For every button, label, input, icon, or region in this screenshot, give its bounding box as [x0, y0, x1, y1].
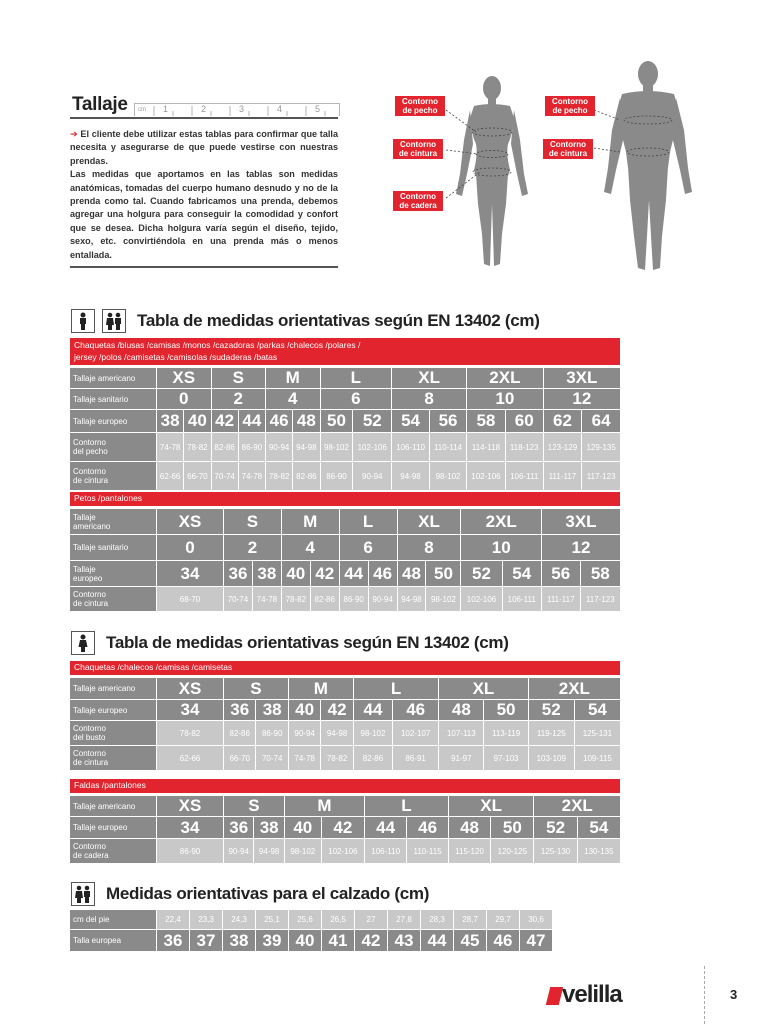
- table-row: [70, 561, 620, 586]
- measure-cell: 98-102: [321, 433, 353, 461]
- size-cell: 47: [520, 930, 552, 951]
- size-cell: 46: [487, 930, 519, 951]
- row-label: Tallaje europeo: [70, 410, 156, 432]
- measure-cell: 109-115: [575, 746, 620, 770]
- row-label: Tallaje europeo: [70, 817, 156, 838]
- measure-cell: 91-97: [439, 746, 483, 770]
- man-icon: [71, 309, 95, 333]
- ruler-unit: cm: [138, 107, 146, 113]
- size-cell: L: [340, 509, 397, 534]
- size-cell: M: [289, 678, 353, 699]
- size-cell: 46: [266, 410, 292, 432]
- intro-divider: [70, 117, 338, 119]
- section3-title: Medidas orientativas para el calzado (cm): [106, 884, 430, 903]
- size-cell: 40: [282, 561, 310, 586]
- measure-cell: 106-111: [503, 587, 541, 611]
- size-cell: 54: [503, 561, 541, 586]
- size-cell: XS: [157, 678, 223, 699]
- size-cell: 44: [365, 817, 406, 838]
- size-cell: 2XL: [529, 678, 620, 699]
- size-cell: 42: [322, 817, 364, 838]
- measure-cell: 98-102: [426, 587, 460, 611]
- measure-cell: 106-110: [365, 839, 406, 863]
- size-cell: 42: [311, 561, 339, 586]
- size-cell: 52: [529, 700, 574, 720]
- row-label: Contorno de cintura: [70, 587, 156, 611]
- table-row: [70, 721, 620, 745]
- size-cell: 34: [157, 817, 223, 838]
- measure-cell: 97-103: [484, 746, 527, 770]
- size-cell: 52: [353, 410, 391, 432]
- measure-cell: 123-129: [544, 433, 582, 461]
- measure-cell: 102-106: [461, 587, 501, 611]
- size-cell: S: [212, 368, 266, 388]
- size-cell: 46: [393, 700, 438, 720]
- footer-divider: [704, 966, 705, 1024]
- size-cell: 44: [239, 410, 265, 432]
- row-label: cm del pie: [70, 910, 156, 929]
- size-cell: 40: [289, 700, 320, 720]
- measure-cell: 86-90: [239, 433, 265, 461]
- woman-icon: [71, 631, 95, 655]
- measure-cell: 94-98: [293, 433, 319, 461]
- measure-cell: 86-90: [340, 587, 368, 611]
- label-female-hip: Contorno de cadera: [393, 191, 443, 211]
- size-cell: 58: [581, 561, 620, 586]
- measure-cell: 94-98: [392, 462, 429, 490]
- measure-cell: 102-106: [467, 462, 505, 490]
- row-label: Tallaje americano: [70, 796, 156, 816]
- measure-cell: 103-109: [529, 746, 574, 770]
- size-cell: 42: [355, 930, 387, 951]
- measure-cell: 70-74: [224, 587, 252, 611]
- measure-cell: 107-113: [439, 721, 483, 745]
- label-female-chest: Contorno de pecho: [395, 96, 445, 116]
- row-label: Tallaje sanitario: [70, 389, 156, 409]
- measure-cell: 94-98: [398, 587, 426, 611]
- size-cell: 2XL: [467, 368, 543, 388]
- size-cell: 34: [157, 561, 223, 586]
- section1-tops-table: [69, 367, 621, 491]
- brand-logo: [550, 981, 622, 1009]
- measure-cell: 26,5: [322, 910, 354, 929]
- size-cell: 36: [224, 700, 255, 720]
- size-cell: 38: [256, 700, 287, 720]
- size-cell: L: [365, 796, 448, 816]
- measure-cell: 86-90: [256, 721, 287, 745]
- measure-cell: 74-78: [253, 587, 281, 611]
- measure-cell: 28,3: [421, 910, 453, 929]
- size-cell: 46: [407, 817, 448, 838]
- measure-cell: 29,7: [487, 910, 519, 929]
- size-cell: 44: [354, 700, 392, 720]
- table-row: [70, 910, 552, 929]
- size-cell: 12: [542, 535, 620, 560]
- section1-bottoms-table: [69, 508, 621, 612]
- row-label: Contorno de cadera: [70, 839, 156, 863]
- woman-man-icon: [71, 882, 95, 906]
- size-cell: 44: [421, 930, 453, 951]
- size-cell: 4: [266, 389, 320, 409]
- size-cell: XL: [439, 678, 527, 699]
- section2-tops-category: Chaquetas /chalecos /camisas /camisetas: [70, 661, 620, 675]
- size-cell: S: [224, 509, 281, 534]
- ruler-number: 5: [315, 104, 321, 114]
- size-cell: 43: [388, 930, 420, 951]
- size-cell: 48: [398, 561, 426, 586]
- measure-cell: 78-82: [184, 433, 210, 461]
- size-cell: 2XL: [534, 796, 620, 816]
- section2-title: Tabla de medidas orientativas según EN 13402 (cm): [106, 633, 509, 652]
- size-cell: 10: [461, 535, 541, 560]
- size-cell: 37: [190, 930, 222, 951]
- size-cell: 50: [491, 817, 533, 838]
- row-label: Tallaje americano: [70, 509, 156, 534]
- size-cell: 45: [454, 930, 486, 951]
- measure-cell: 90-94: [289, 721, 320, 745]
- size-cell: 52: [461, 561, 501, 586]
- label-male-chest: Contorno de pecho: [545, 96, 595, 116]
- size-cell: XL: [392, 368, 466, 388]
- size-cell: 58: [467, 410, 505, 432]
- size-cell: 39: [256, 930, 288, 951]
- measure-cell: 125-130: [534, 839, 576, 863]
- size-cell: 54: [575, 700, 620, 720]
- measure-cell: 110-115: [407, 839, 448, 863]
- size-cell: 8: [392, 389, 466, 409]
- size-cell: M: [266, 368, 320, 388]
- size-cell: 12: [544, 389, 620, 409]
- size-cell: XL: [398, 509, 461, 534]
- measure-cell: 90-94: [353, 462, 391, 490]
- size-cell: 40: [184, 410, 210, 432]
- intro-text: [70, 128, 338, 262]
- measure-cell: 66-70: [184, 462, 210, 490]
- measure-cell: 62-66: [157, 462, 183, 490]
- measure-cell: 24,3: [223, 910, 255, 929]
- measure-cell: 118-123: [506, 433, 543, 461]
- page-number: 3: [730, 987, 738, 1002]
- size-cell: 46: [369, 561, 397, 586]
- size-cell: 56: [542, 561, 580, 586]
- size-cell: 3XL: [542, 509, 620, 534]
- section1-bottoms-category: Petos /pantalones: [70, 492, 620, 506]
- table-row: [70, 389, 620, 409]
- size-cell: 54: [392, 410, 429, 432]
- measure-cell: 106-111: [506, 462, 543, 490]
- measure-cell: 78-82: [321, 746, 352, 770]
- size-cell: XL: [449, 796, 534, 816]
- size-cell: 2XL: [461, 509, 541, 534]
- measure-cell: 25,6: [289, 910, 321, 929]
- table-row: [70, 839, 620, 863]
- ruler-number: 2: [201, 104, 207, 114]
- table-row: [70, 535, 620, 560]
- row-label: Tallaje sanitario: [70, 535, 156, 560]
- measure-cell: 82-86: [224, 721, 255, 745]
- size-cell: XS: [157, 796, 223, 816]
- row-label: Tallaje europeo: [70, 700, 156, 720]
- size-cell: 64: [582, 410, 620, 432]
- measure-cell: 22,4: [157, 910, 189, 929]
- measure-cell: 111-117: [544, 462, 582, 490]
- measure-cell: 102-107: [393, 721, 438, 745]
- measure-cell: 30,6: [520, 910, 552, 929]
- size-cell: 42: [321, 700, 352, 720]
- size-cell: L: [321, 368, 392, 388]
- size-cell: S: [224, 678, 288, 699]
- table-row: [70, 462, 620, 490]
- measure-cell: 62-66: [157, 746, 223, 770]
- size-cell: 42: [212, 410, 238, 432]
- row-label: Contorno del pecho: [70, 433, 156, 461]
- measure-cell: 74-78: [157, 433, 183, 461]
- measure-cell: 129-135: [582, 433, 620, 461]
- label-female-waist: Contorno de cintura: [393, 139, 443, 159]
- size-cell: 0: [157, 535, 223, 560]
- measure-cell: 78-82: [157, 721, 223, 745]
- size-cell: 8: [398, 535, 461, 560]
- arrow-right-icon: ➔: [70, 129, 78, 139]
- size-cell: S: [224, 796, 284, 816]
- measure-cell: 28,7: [454, 910, 486, 929]
- measure-cell: 120-125: [491, 839, 533, 863]
- size-cell: 38: [223, 930, 255, 951]
- size-cell: XS: [157, 509, 223, 534]
- size-cell: 44: [340, 561, 368, 586]
- row-label: Tallaje americano: [70, 678, 156, 699]
- measure-cell: 111-117: [542, 587, 580, 611]
- size-cell: 41: [322, 930, 354, 951]
- section1-tops-category: Chaquetas /blusas /camisas /monos /cazadoras /parkas /chalecos /polares / jersey /polos /camisetas /camisolas /sudaderas /batas: [70, 338, 620, 365]
- size-cell: M: [282, 509, 339, 534]
- size-cell: 62: [544, 410, 582, 432]
- section2-bottoms-table: [69, 795, 621, 864]
- size-cell: 10: [467, 389, 543, 409]
- table-row: [70, 700, 620, 720]
- measure-cell: 78-82: [282, 587, 310, 611]
- size-cell: 38: [253, 561, 281, 586]
- measure-cell: 66-70: [224, 746, 255, 770]
- woman-man-icon: [102, 309, 126, 333]
- size-cell: 56: [430, 410, 466, 432]
- measure-cell: 78-82: [266, 462, 292, 490]
- measure-cell: 115-120: [449, 839, 490, 863]
- brand-name: velilla: [562, 981, 622, 1008]
- size-cell: 3XL: [544, 368, 620, 388]
- size-cell: 6: [321, 389, 392, 409]
- size-cell: 48: [293, 410, 319, 432]
- size-cell: 50: [321, 410, 353, 432]
- row-label: Contorno del busto: [70, 721, 156, 745]
- size-cell: 6: [340, 535, 397, 560]
- measure-cell: 86-90: [321, 462, 353, 490]
- ruler-number: 4: [277, 104, 283, 114]
- measure-cell: 102-106: [322, 839, 364, 863]
- measure-cell: 106-110: [392, 433, 429, 461]
- size-cell: M: [285, 796, 364, 816]
- size-cell: 60: [506, 410, 543, 432]
- size-cell: XS: [157, 368, 211, 388]
- table-row: [70, 746, 620, 770]
- table-row: [70, 796, 620, 816]
- size-cell: 50: [426, 561, 460, 586]
- measure-cell: 113-119: [484, 721, 527, 745]
- measure-cell: 86-90: [157, 839, 223, 863]
- measure-cell: 27: [355, 910, 387, 929]
- intro-paragraph-1: El cliente debe utilizar estas tablas para confirmar que talla necesita y asegurarse de que puede vestirse con nuestras prendas.: [70, 129, 338, 166]
- measure-cell: 98-102: [430, 462, 466, 490]
- measure-cell: 82-86: [293, 462, 319, 490]
- measure-cell: 94-98: [321, 721, 352, 745]
- table-row: [70, 368, 620, 388]
- section1-title: Tabla de medidas orientativas según EN 13402 (cm): [137, 311, 540, 330]
- measure-cell: 82-86: [354, 746, 392, 770]
- measure-cell: 74-78: [239, 462, 265, 490]
- size-cell: 0: [157, 389, 211, 409]
- measure-cell: 27,8: [388, 910, 420, 929]
- size-cell: 52: [534, 817, 576, 838]
- table-row: [70, 817, 620, 838]
- size-cell: 2: [212, 389, 266, 409]
- size-cell: 38: [157, 410, 183, 432]
- intro-paragraph-2: Las medidas que aportamos en las tablas son medidas anatómicas, tomadas del cuerpo humano desnudo y no de la prenda como tal. Cuando fabricamos una prenda, debemos agregar una holgura para conseguir la comodidad y confort que se desea. Dicha holgura varía según el diseño, tejido, sexo, etc. convirtiéndola en una prenda más o menos entallada.: [70, 169, 338, 260]
- intro-divider-bottom: [70, 266, 338, 268]
- measure-cell: 90-94: [224, 839, 253, 863]
- measure-cell: 82-86: [212, 433, 238, 461]
- table-row: [70, 433, 620, 461]
- measure-cell: 86-91: [393, 746, 438, 770]
- size-cell: 40: [285, 817, 321, 838]
- size-cell: 34: [157, 700, 223, 720]
- size-cell: 36: [157, 930, 189, 951]
- size-cell: 40: [289, 930, 321, 951]
- row-label: Tallaje americano: [70, 368, 156, 388]
- measure-cell: 70-74: [256, 746, 287, 770]
- measure-cell: 102-106: [353, 433, 391, 461]
- size-cell: 48: [449, 817, 490, 838]
- measure-cell: 82-86: [311, 587, 339, 611]
- section2-bottoms-category: Faldas /pantalones: [70, 779, 620, 793]
- size-cell: 54: [578, 817, 620, 838]
- measure-cell: 23,3: [190, 910, 222, 929]
- measure-cell: 90-94: [266, 433, 292, 461]
- table-row: [70, 410, 620, 432]
- measure-cell: 74-78: [289, 746, 320, 770]
- table-row: [70, 930, 552, 951]
- measure-cell: 98-102: [354, 721, 392, 745]
- size-cell: 2: [224, 535, 281, 560]
- intro-title: Tallaje: [72, 94, 128, 115]
- measure-cell: 130-135: [578, 839, 620, 863]
- size-cell: 38: [254, 817, 283, 838]
- measure-cell: 125-131: [575, 721, 620, 745]
- measure-cell: 117-123: [582, 462, 620, 490]
- ruler-number: 3: [239, 104, 245, 114]
- row-label: Contorno de cintura: [70, 746, 156, 770]
- measure-cell: 70-74: [212, 462, 238, 490]
- measure-cell: 114-118: [467, 433, 505, 461]
- size-cell: 50: [484, 700, 527, 720]
- footwear-table: [69, 909, 553, 952]
- table-row: [70, 678, 620, 699]
- measure-cell: 119-125: [529, 721, 574, 745]
- label-male-waist: Contorno de cintura: [543, 139, 593, 159]
- table-row: [70, 509, 620, 534]
- measure-cell: 117-123: [581, 587, 620, 611]
- measure-cell: 25,1: [256, 910, 288, 929]
- measure-cell: 110-114: [430, 433, 466, 461]
- measure-cell: 94-98: [254, 839, 283, 863]
- size-cell: L: [354, 678, 438, 699]
- ruler-number: 1: [163, 104, 169, 114]
- measure-cell: 68-70: [157, 587, 223, 611]
- size-cell: 36: [224, 561, 252, 586]
- size-cell: 4: [282, 535, 339, 560]
- measure-cell: 90-94: [369, 587, 397, 611]
- row-label: Tallaje europeo: [70, 561, 156, 586]
- section2-tops-table: [69, 677, 621, 771]
- table-row: [70, 587, 620, 611]
- row-label: Talla europea: [70, 930, 156, 951]
- size-cell: 36: [224, 817, 253, 838]
- measure-cell: 98-102: [285, 839, 321, 863]
- row-label: Contorno de cintura: [70, 462, 156, 490]
- size-cell: 48: [439, 700, 483, 720]
- ruler-graphic: [134, 103, 340, 116]
